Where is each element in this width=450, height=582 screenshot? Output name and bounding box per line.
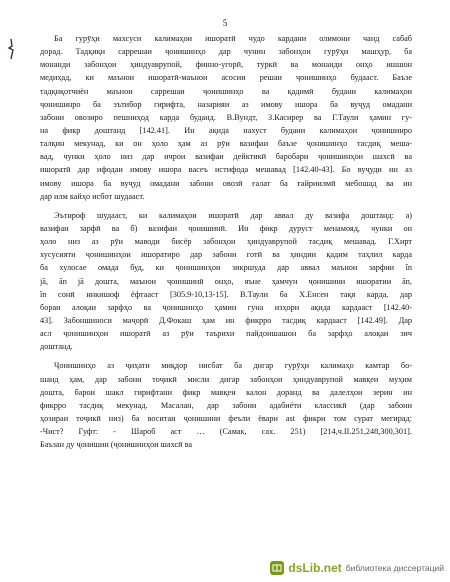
text-line: медиҳад, ки маънои ишоратӣ-маънои асосии решаи ҷонишинҳо будааст. Баъзе	[40, 73, 412, 83]
text-line: ҷонишинро ба эътибор гирифта, назарияи аз имову ишора ба вуҷуд омадани	[40, 99, 412, 109]
watermark-logo	[270, 560, 444, 576]
book-icon	[270, 561, 284, 575]
text-line: în сонӣ инкишоф ёфтааст [305.9-10,13-15]. В.Таули ба Х.Енсен тақя карда, дар	[40, 289, 412, 299]
text-line: монанди забонҳои ҳиндуаврупой, финно-угорӣ, туркӣ ва монанди онҳо ишшон	[40, 60, 412, 70]
text-line: фикрро тасдиқ мекунад. Масалан, дар забони адабиёти классикӣ (дар забони	[40, 400, 412, 410]
text-line: шанд ҳам, дар забони тоҷикӣ мисли дигар забонҳои ҳиндуаврупой мавқеи муҳим	[40, 374, 412, 384]
text-line: ба хулосае омада буд, ки ҷонишинҳои зикршуда дар аввал маънои зарфии în	[40, 263, 412, 273]
text-line: на фикр доштанд [142.41]. Ин ақида нахуст будани калимаҳои ҷонишинро	[40, 125, 412, 135]
text-line: ҳоло низ аз рӯи маводи бисёр забонҳои ҳиндуаврупой тасдиқ мешавад. Г.Хирт	[40, 237, 412, 247]
text-line: имову ишора ба вуҷуд омадани забони овозӣ ғалат ба ғайриилмӣ мебошад ва ин	[40, 178, 412, 188]
page-number: 5	[222, 18, 228, 28]
text-line: бораи алоқаи зарфҳо ва ҷонишинҳо ҳамин гуна изҳори ақида кардааст [142.40-	[40, 302, 412, 312]
text-line: Баъзан ду ҷонишин (ҷонишинҳои шахсӣ ва	[40, 440, 193, 450]
text-line: дошта, барои шакл гирифтани фикр мавқеи калон доранд ва далелҳои зерин ин	[40, 387, 412, 397]
text-line: jā, ān jā дошта, маънои ҷонишинӣ онҳо, яъне ҳамчун ҷонишини ишоратии ān,	[40, 276, 412, 286]
text-line: тадқиқотчиён маънои саррешаи ҷонишинҳо ва қадимӣ будани калимаҳои	[40, 86, 412, 96]
text-line: -Чист? Гуфт: - Шароб аст … (Самак, сах. 251) [214,ч.II.251,248,300,301].	[40, 427, 412, 437]
watermark-tagline: библиотека диссертаций	[345, 563, 444, 573]
watermark-name: dsLib.net	[288, 561, 342, 575]
body-text	[40, 32, 412, 451]
text-line: Ҷонишинҳо аз ҷиҳати миқдор нисбат ба дигар гурӯҳи калимаҳо камтар бо-	[54, 361, 412, 371]
text-line: асл ҷонишинҳои ишоратӣ аз рӯи таърихи пайдоишашон ба зарфҳо алоқаи зич	[40, 329, 412, 339]
text-line: доштанд.	[40, 342, 73, 352]
text-line: вад, чунки ҳоло низ дар ичрои вазифаи дейктикӣ баробари ҷонишинҳои шахсӣ ва	[40, 152, 412, 162]
text-line: талқин мекунад, ки он ҳоло ҳам аз рӯи вазифаи баъзе ҷонишинҳо тасдиқ меша-	[40, 139, 412, 149]
text-line: Эътироф шудааст, ки калимаҳои ишоратӣ дар аввал ду вазифа доштанд: а)	[54, 210, 412, 220]
text-line: 43]. Забоншиноси маҷорӣ Д.Фокаш ҳам ин фикрро тасдиқ кардааст [142.49]. Дар	[40, 315, 412, 325]
text-line: ҳозираи тоҷикӣ низ) ба воситаи ҷонишини феъли ёвари ast фикри том сурат мегирад:	[40, 413, 412, 423]
text-line: забони овозиро пешниҳод карда буданд. В.Вундт, З.Касирер ва Г.Таули ҳамин гу-	[40, 112, 412, 122]
text-line: хусусияти ҷонишинҳои ишоратиро дар забони готӣ ва ҳиндии қадим таҳлил карда	[40, 250, 412, 260]
text-line: дорад. Тадқиқи саррешаи ҷонишинҳо дар чунин забонҳои гурӯҳи машҳур, ба	[40, 47, 412, 57]
text-line: Ба гурӯҳи махсуси калимаҳои ишоратӣ чудо кардани олимони чанд сабаб	[54, 34, 412, 43]
text-line: вазифаи зарфӣ ва б) вазифаи ҷонишинӣ. Ин фикр дуруст менамояд, чунки он	[40, 223, 412, 233]
text-line: ишоратӣ дар ифодаи имову ишора васеъ истифода мешавад [142.40-43]. Бо вуҷуди ин аз	[40, 165, 412, 175]
margin-ink-mark	[7, 38, 16, 60]
text-line: дар илм кайҳо исбот шудааст.	[40, 191, 145, 201]
